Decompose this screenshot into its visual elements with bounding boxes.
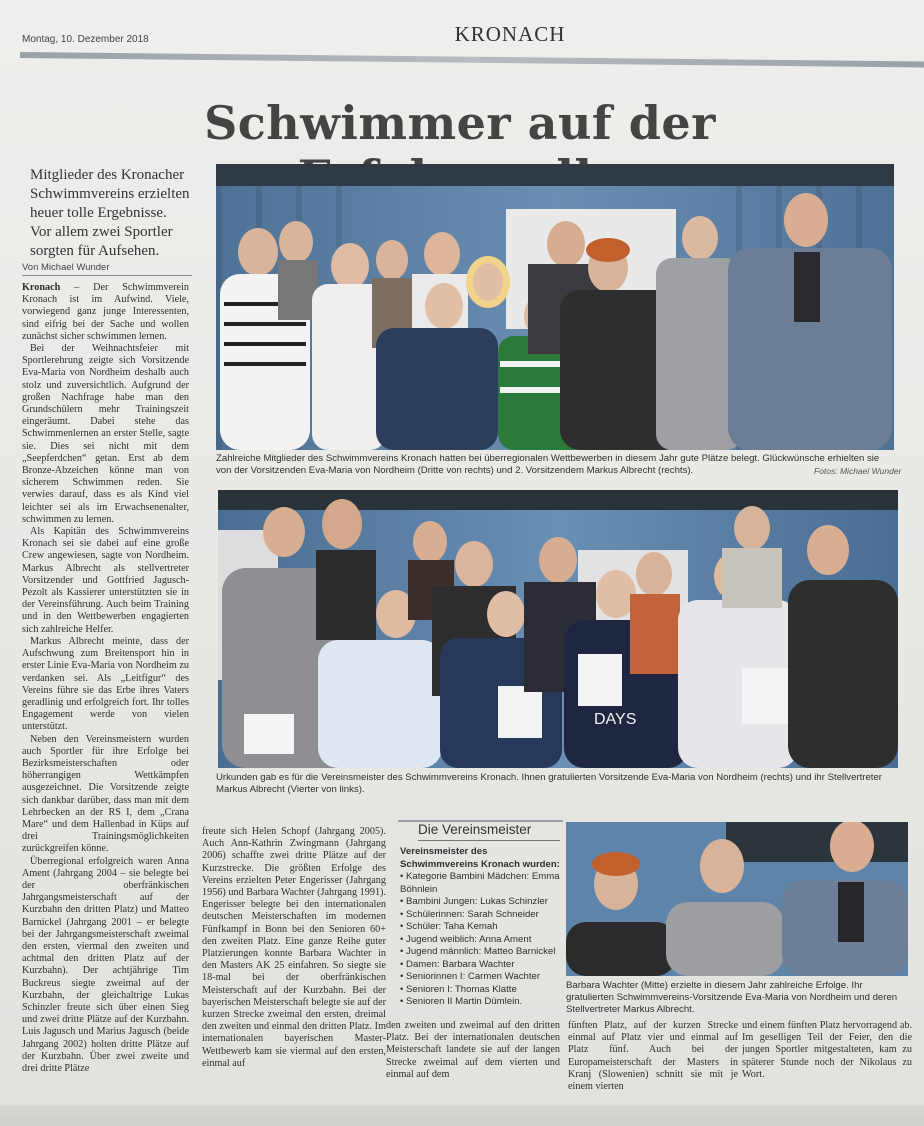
article-column-3 bbox=[386, 1020, 560, 1104]
champions-box-title: Die Vereinsmeister bbox=[418, 822, 560, 841]
article-column-4 bbox=[568, 1020, 738, 1104]
column-2-text: freute sich Helen Schopf (Jahrgang 2005). Auch Ann-Kathrin Zwingmann (Jahrgang 2006) schaffte zwei dritte Plätze auf der Kurzstrecke. Die größten Erfolge des Vereins erzielten Peter Engerisser (Jahrgang 1956) und Barbara Wachter (Jahrgang 1991). Engerisser belegte bei den internationalen deutschen Meisterschaften im modernen Fünfkampf in Bonn bei den Senioren 60+ den zweiten Platz. Eine ganze Reihe guter Platzierungen konnte Barbara Wachter in den Masters AK 25 einfahren. So siegte sie 18-mal bei der oberfränkischen Meisterschaft auf der Kurzbahn. Bei der bayerischen Meisterschaft belegte sie auf der kurzen Strecke zweimal den ersten, dreimal den zweiten und einmal den dritten Platz. Im internationalen bayerischen Master-Wettbewerb kam sie viermal auf den ersten, einmal auf bbox=[202, 826, 386, 1069]
champion-entry: • Senioren II Martin Dümlein. bbox=[400, 996, 560, 1009]
photo-3-caption: Barbara Wachter (Mitte) erzielte in diesem Jahr zahlreiche Erfolge. Ihr gratulierten Schwimmvereins-Vorsitzende Eva-Maria von Nordheim und deren Stellvertreter Markus Albrecht. bbox=[566, 980, 898, 1015]
paragraph-text: Neben den Vereinsmeistern wurden auch Sportler für ihre Erfolge bei Bezirksmeisterschaften oder höherrangigen Wettkämpfen ausgezeichnet. Die Vorsitzende zeigte sich dankbar darüber, dass man mit dem Lehrbecken an der RS I, dem „Crana Mare“ und dem Hallenbad in Küps auf drei Trainingsmöglichkeiten zurückgreifen könne. bbox=[22, 733, 189, 855]
paragraph-text: Bei der Weihnachtsfeier mit Sportlerehrung zeigte sich Vorsitzende Eva-Maria von Nordheim deshalb auch stolz und zuversichtlich. Aufgrund der großen Nachfrage habe man den Grundschülern mehr Trainingszeit eingeräumt. Dabei stehe das Schwimmenlernen an erster Stelle, sagte sie. Dies sei nicht mit dem „Seepferdchen“ getan. Erst ab dem Bronze-Abzeichen könne man von sicherem Schwimmen reden. Sie verwies darauf, dass es als Kind viel leichter sei als im Erwachsenenalter, schwimmen zu lernen. bbox=[22, 343, 189, 525]
champion-entry: • Jugend weiblich: Anna Ament bbox=[400, 934, 560, 947]
article-teaser: Mitglieder des Kronacher Schwimmvereins erzielten heuer tolle Ergebnisse. Vor allem zwei Sportler sorgten für Aufsehen. bbox=[30, 167, 190, 259]
champion-entry: • Damen: Barbara Wachter bbox=[400, 959, 560, 972]
article-author: Von Michael Wunder bbox=[22, 262, 192, 276]
champion-entry: • Schülerinnen: Sarah Schneider bbox=[400, 909, 560, 922]
champions-box bbox=[400, 846, 560, 1009]
paragraph-text: Als Kapitän des Schwimmvereins Kronach sei sie dabei auf eine große Crew angewiesen, sagte von Nordheim. Markus Albrecht als stellvertreter Vorsitzender und Gottfried Jagusch-Pezolt als Kassierer unterstützten sie in der Vereinsführung. Auch beim Training und in den Wettbewerben engagierten sich zahlreiche Helfer. bbox=[22, 526, 189, 635]
paragraph-text: Markus Albrecht meinte, dass der Aufschwung zum Breitensport hin in erster Linie Eva-Maria von Nordheim zu verdanken sei. Als „Leitfigur“ des Vereins führe sie das Erbe ihres Vaters geradlinig und erfolgreich fort. Ihr tolles Engagement werde von vielen unterstützt. bbox=[22, 635, 189, 733]
champion-entry: • Seniorinnen I: Carmen Wachter bbox=[400, 971, 560, 984]
column-4-text: fünften Platz, auf der kurzen Strecke einmal auf Platz vier und einmal auf Platz fünf. Auch bei der Europameisterschaft der Masters in Kranj (Slowenien) schnitt sie mit je einem vierten bbox=[568, 1020, 738, 1093]
article-column-1 bbox=[22, 282, 189, 1102]
photo-credit: Fotos: Michael Wunder bbox=[814, 466, 902, 476]
column-5-text: und einem fünften Platz hervorragend ab. Im geselligen Teil der Feier, den die jungen Sportler mitgestalteten, kam zu späterer Stunde noch der Nikolaus zu Wort. bbox=[742, 1020, 912, 1080]
shirt-print: DAYS bbox=[594, 711, 637, 728]
issue-date: Montag, 10. Dezember 2018 bbox=[22, 34, 149, 45]
champion-entry: • Kategorie Bambini Mädchen: Emma Böhnlein bbox=[400, 871, 560, 896]
photo-club-champions bbox=[218, 490, 898, 768]
photo-1-caption: Zahlreiche Mitglieder des Schwimmvereins Kronach hatten bei überregionalen Wettbewerben in diesem Jahr gute Plätze belegt. Glückwünsche erhielten sie von der Vorsitzenden Eva-Maria von Nordheim (Dritte von rechts) und 2. Vorsitzendem Markus Albrecht (rechts). bbox=[216, 453, 880, 476]
photo-team-group bbox=[216, 164, 894, 450]
champion-entry: • Schüler: Taha Kemah bbox=[400, 921, 560, 934]
champions-intro: Vereinsmeister des Schwimmvereins Kronach wurden: bbox=[400, 846, 560, 870]
paragraph-text: Überregional erfolgreich waren Anna Ament (Jahrgang 2004 – sie belegte bei der oberfränkischen Jahrgangsmeisterschaft auf der Kurzbahn den dritten Platz) und Matteo Barnickel (Jahrgang 2001 – er belegte bei der Jahrgangsmeisterschaft zweimal den ersten, viermal den zweiten und achtmal den dritten Platz auf der Kurzbahn). Der achtjährige Tim Buckreus siegte zweimal auf der Kurzbahn, der gleichaltrige Lukas Schinzler freute sich über einen Sieg und zwei dritte Plätze auf der Kurzbahn. Luis Jagusch und Marius Jagusch (beide Jahrgang 2002) holten dritte Plätze auf der Kurzbahn. Über zwei zweite und drei dritte Plätze bbox=[22, 855, 189, 1074]
article-headline: Schwimmer auf der bbox=[204, 96, 716, 150]
champions-list bbox=[400, 871, 560, 1009]
column-3-text: den zweiten und zweimal auf den dritten Platz. Bei der internationalen deutschen Meisterschaft landete sie auf der langen Strecke zweimal auf dem vierten und einmal auf dem bbox=[386, 1020, 560, 1080]
section-title: KRONACH bbox=[454, 22, 566, 46]
page-bottom-edge bbox=[0, 1105, 924, 1126]
champion-entry: • Bambini Jungen: Lukas Schinzler bbox=[400, 896, 560, 909]
column-1-paragraph bbox=[22, 282, 189, 343]
column-1-paragraph bbox=[22, 856, 189, 1076]
photo-barbara-wachter bbox=[566, 822, 908, 976]
article-column-5 bbox=[742, 1020, 912, 1104]
column-1-paragraph bbox=[22, 734, 189, 856]
champion-entry: • Jugend männlich: Matteo Barnickel bbox=[400, 946, 560, 959]
article-column-2 bbox=[202, 826, 386, 1106]
dateline: Kronach bbox=[22, 282, 61, 293]
column-1-paragraph bbox=[22, 636, 189, 734]
paragraph-text: – Der Schwimmverein Kronach ist im Aufwind. Viele, vorwiegend ganz junge Interessenten, sind eifrig bei der Sache und wollen zunächst sicher schwimmen lernen. bbox=[22, 282, 189, 342]
champion-entry: • Senioren I: Thomas Klatte bbox=[400, 984, 560, 997]
photo-2-caption: Urkunden gab es für die Vereinsmeister des Schwimmvereins Kronach. Ihnen gratulierten Vorsitzende Eva-Maria von Nordheim (rechts) und ihr Stellvertreter Markus Albrecht (Vierter von links). bbox=[216, 772, 883, 795]
column-1-paragraph bbox=[22, 343, 189, 526]
column-1-paragraph bbox=[22, 526, 189, 636]
